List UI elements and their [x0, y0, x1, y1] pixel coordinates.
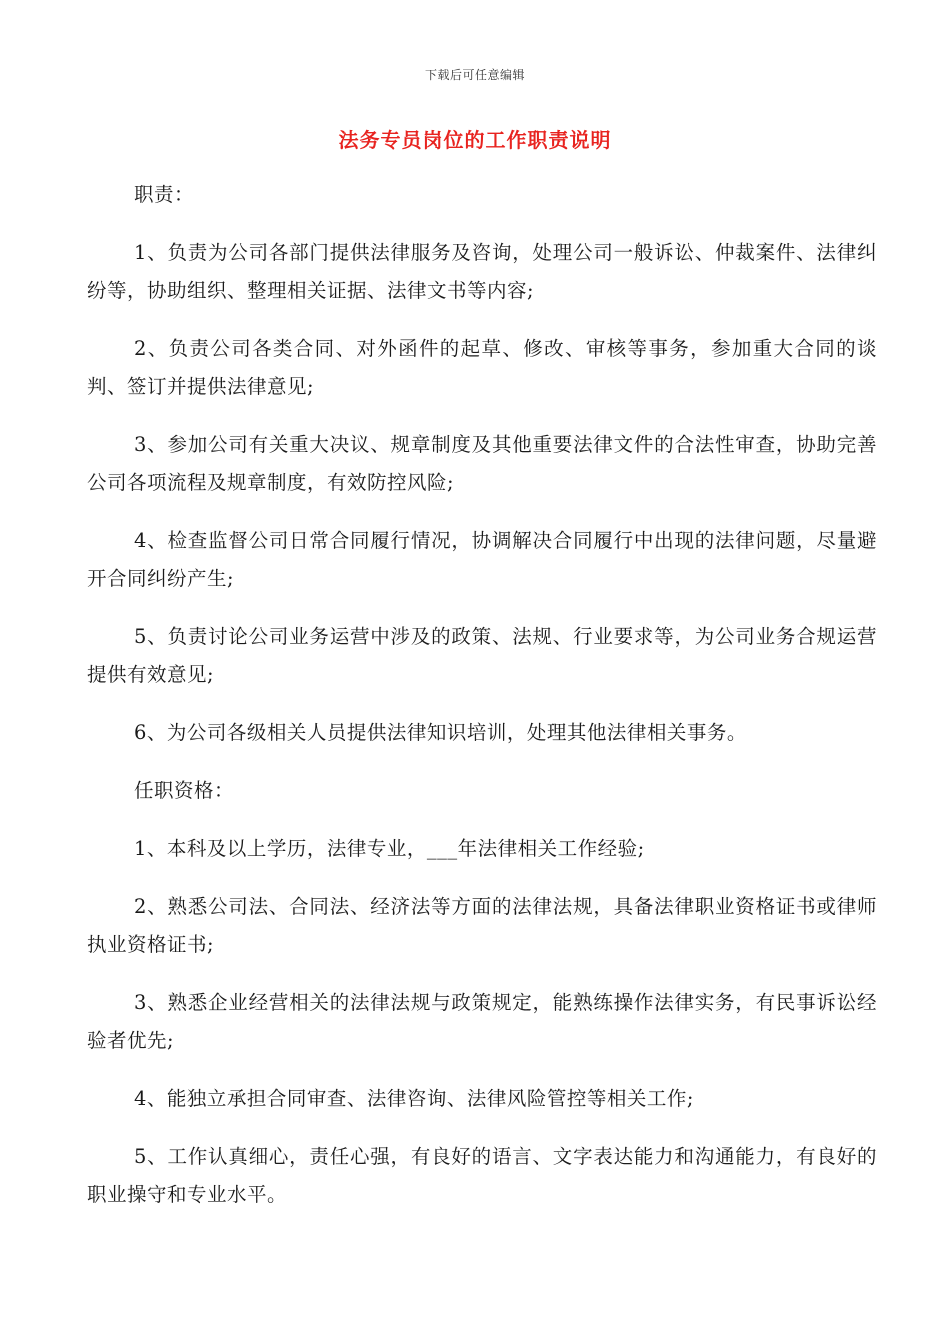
qualification-item-3: 3、熟悉企业经营相关的法律法规与政策规定，能熟练操作法律实务，有民事诉讼经验者优先;	[87, 991, 877, 1052]
qualification-item-4: 4、能独立承担合同审查、法律咨询、法律风险管控等相关工作;	[134, 1087, 694, 1110]
qualification-item-5: 5、工作认真细心，责任心强，有良好的语言、文字表达能力和沟通能力，有良好的职业操守和专业水平。	[87, 1145, 877, 1206]
duty-item-2: 2、负责公司各类合同、对外函件的起草、修改、审核等事务，参加重大合同的谈判、签订并提供法律意见;	[87, 337, 877, 398]
document-title: 法务专员岗位的工作职责说明	[338, 128, 612, 152]
document-body	[87, 176, 877, 1234]
qualifications-label: 任职资格：	[134, 779, 235, 802]
qualification-item-2: 2、熟悉公司法、合同法、经济法等方面的法律法规，具备法律职业资格证书或律师执业资格证书;	[87, 895, 877, 956]
duty-item-1: 1、负责为公司各部门提供法律服务及咨询，处理公司一般诉讼、仲裁案件、法律纠纷等，协助组织、整理相关证据、法律文书等内容;	[87, 241, 877, 302]
duty-item-5: 5、负责讨论公司业务运营中涉及的政策、法规、行业要求等，为公司业务合规运营提供有效意见;	[87, 625, 877, 686]
duties-label: 职责：	[134, 183, 195, 206]
qualification-item-1: 1、本科及以上学历，法律专业，___年法律相关工作经验;	[134, 837, 645, 860]
duty-item-4: 4、检查监督公司日常合同履行情况，协调解决合同履行中出现的法律问题，尽量避开合同纠纷产生;	[87, 529, 877, 590]
header-note: 下载后可任意编辑	[424, 68, 525, 82]
duty-item-3: 3、参加公司有关重大决议、规章制度及其他重要法律文件的合法性审查，协助完善公司各项流程及规章制度，有效防控风险;	[87, 433, 877, 494]
duty-item-6: 6、为公司各级相关人员提供法律知识培训，处理其他法律相关事务。	[134, 721, 747, 744]
